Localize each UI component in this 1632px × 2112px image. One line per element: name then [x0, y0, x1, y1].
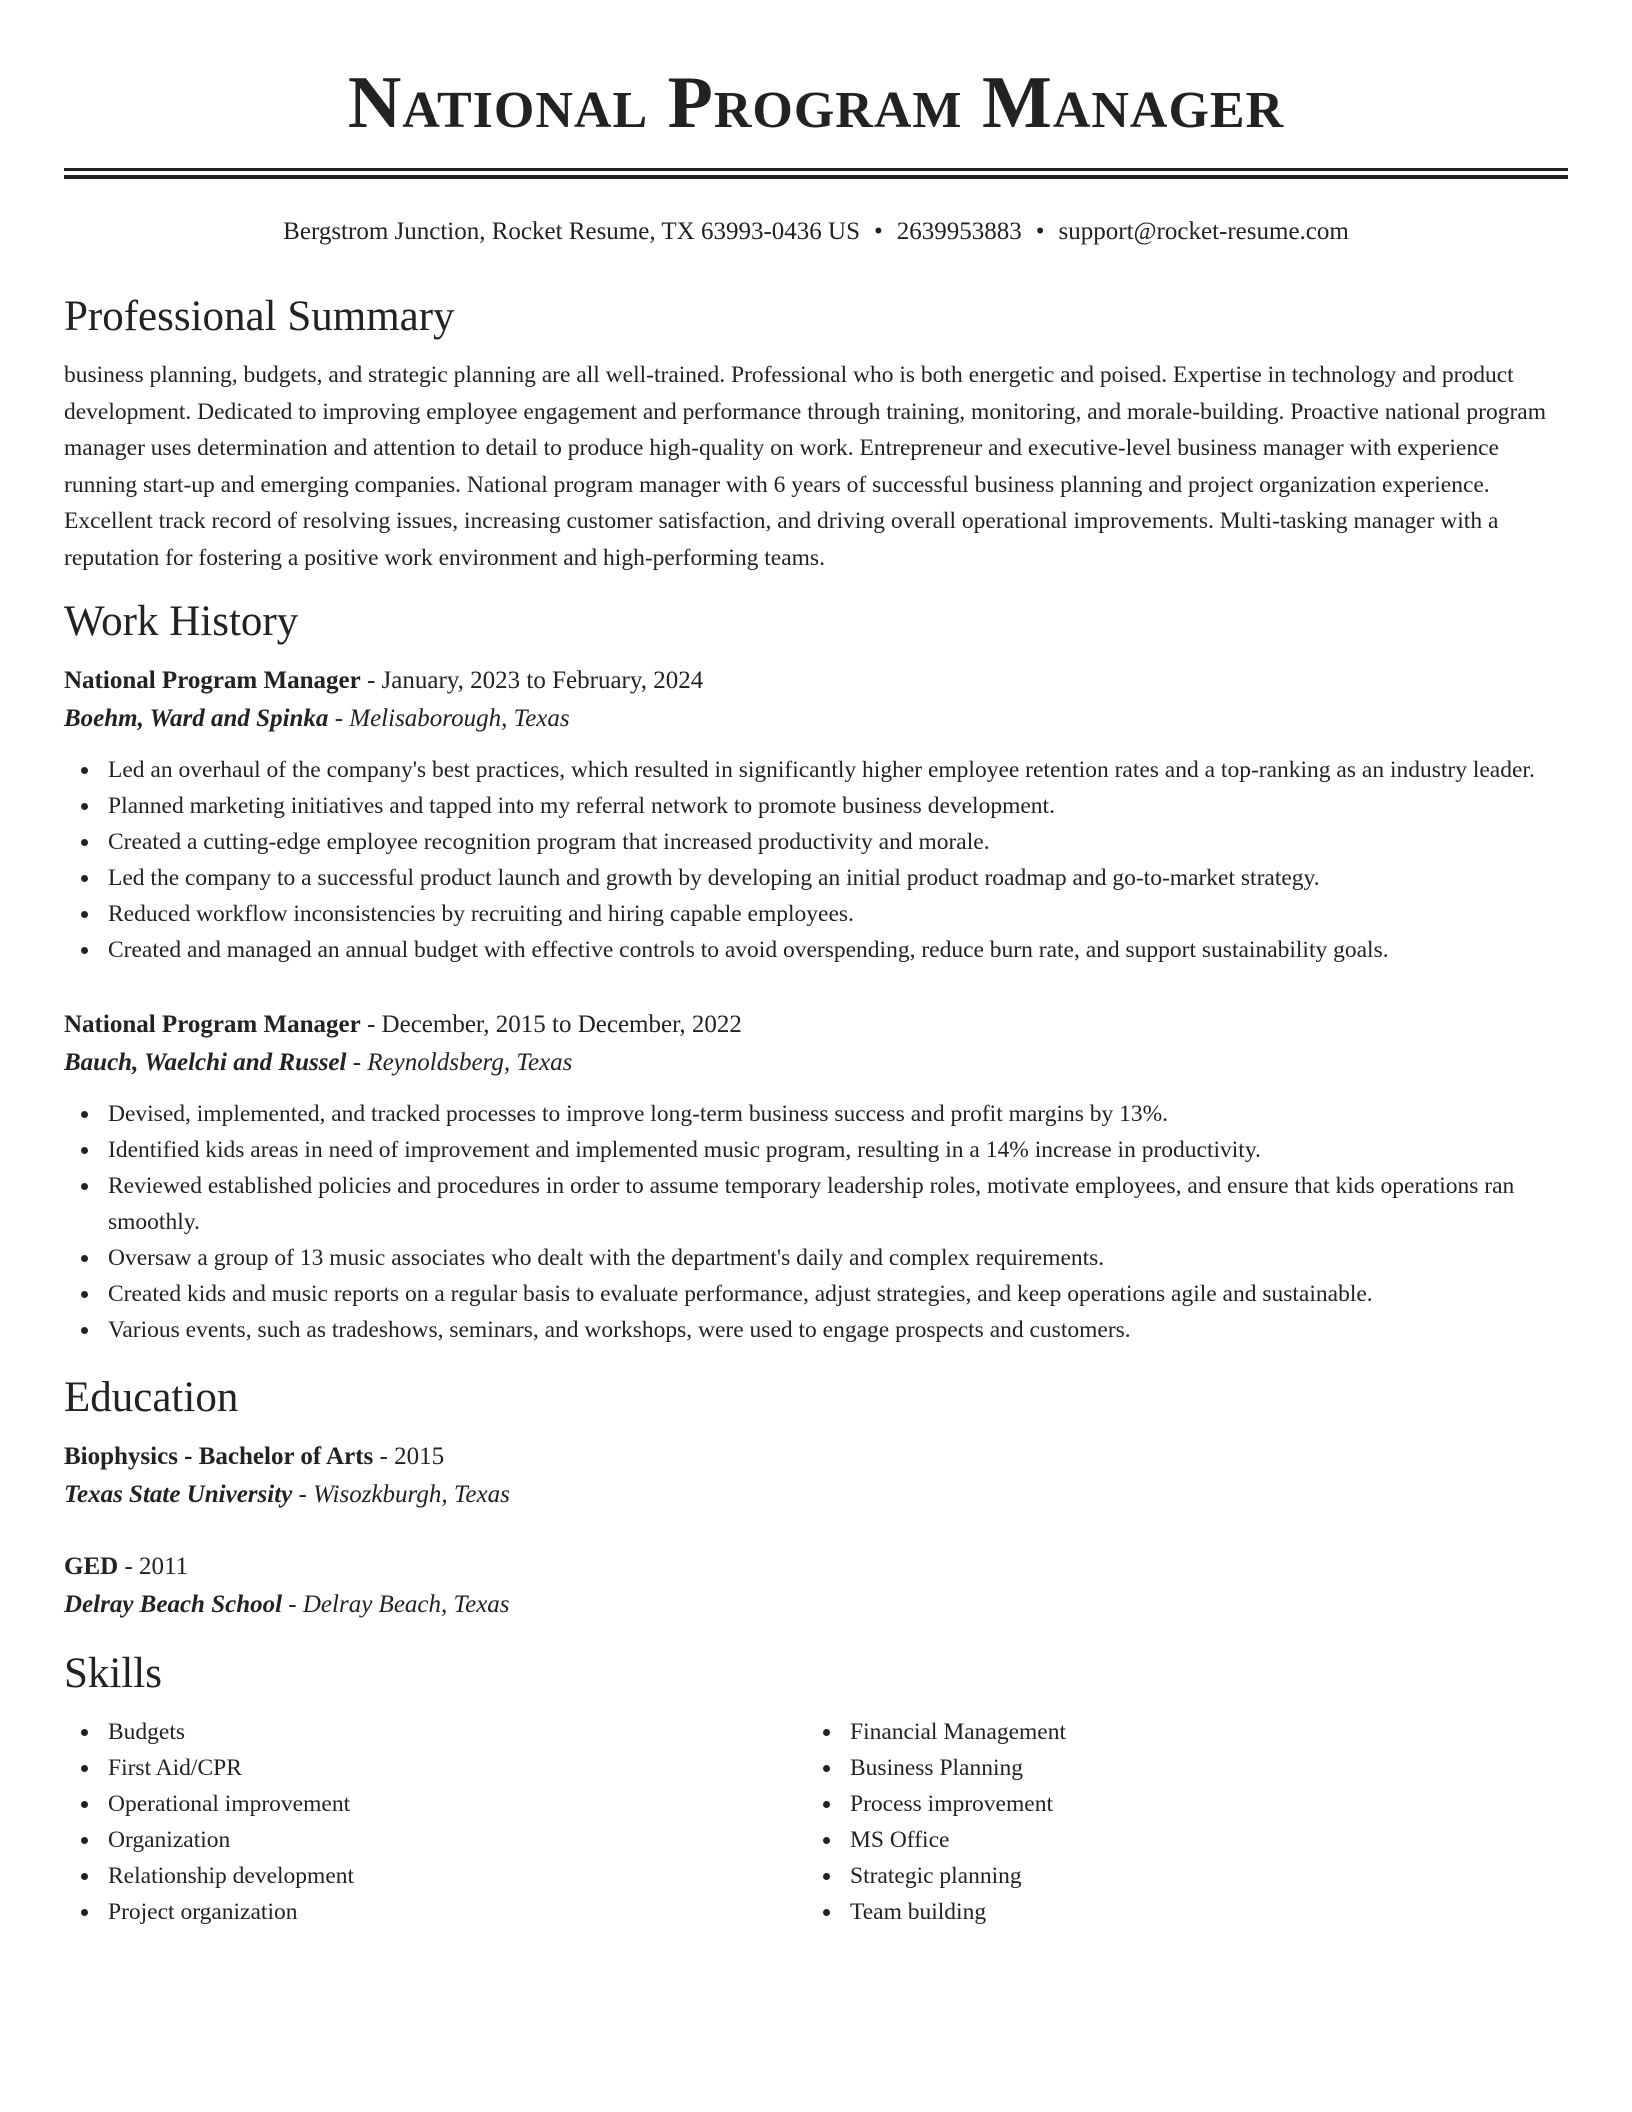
list-item: Process improvement — [850, 1786, 1548, 1822]
list-item: Operational improvement — [108, 1786, 806, 1822]
work-history-section-title: Work History — [64, 598, 299, 645]
education-degree: GED — [64, 1553, 119, 1580]
contact-phone: 2639953883 — [896, 218, 1022, 245]
job-title-line — [64, 1006, 1568, 1044]
education-location: - Delray Beach, Texas — [282, 1591, 510, 1618]
education-entry — [64, 1438, 1568, 1514]
education-location: - Wisozkburgh, Texas — [292, 1481, 510, 1508]
list-item: Reduced workflow inconsistencies by recruiting and hiring capable employees. — [108, 896, 1568, 932]
list-item: Created and managed an annual budget with effective controls to avoid overspending, reduce burn rate, and support sustainability goals. — [108, 932, 1568, 968]
education-year: - 2011 — [118, 1553, 189, 1580]
contact-address: Bergstrom Junction, Rocket Resume, TX 63993-0436 US — [283, 218, 860, 245]
list-item: Budgets — [108, 1714, 806, 1750]
education-degree-line — [64, 1438, 1568, 1476]
education-section-title: Education — [64, 1374, 239, 1421]
list-item: Identified kids areas in need of improvement and implemented music program, resulting in a 14% increase in productivity. — [108, 1132, 1568, 1168]
education-school: Texas State University — [64, 1481, 293, 1508]
list-item: Devised, implemented, and tracked processes to improve long-term business success and profit margins by 13%. — [108, 1096, 1568, 1132]
summary-section-title: Professional Summary — [64, 293, 455, 340]
skills-list-left — [64, 1714, 806, 1930]
job-company: Bauch, Waelchi and Russel — [64, 1049, 347, 1076]
list-item: Strategic planning — [850, 1858, 1548, 1894]
header-double-rule — [64, 168, 1568, 179]
contact-separator: • — [1035, 218, 1045, 245]
skills-section-title: Skills — [64, 1650, 162, 1697]
list-item: MS Office — [850, 1822, 1548, 1858]
list-item: Led the company to a successful product launch and growth by developing an initial product roadmap and go-to-market strategy. — [108, 860, 1568, 896]
list-item: Business Planning — [850, 1750, 1548, 1786]
list-item: Created kids and music reports on a regular basis to evaluate performance, adjust strategies, and keep operations agile and sustainable. — [108, 1276, 1568, 1312]
education-degree-line — [64, 1548, 1568, 1586]
job-company-line — [64, 1044, 1568, 1082]
education-school-line — [64, 1476, 1568, 1514]
job-company-line — [64, 700, 1568, 738]
education-degree: Biophysics - Bachelor of Arts — [64, 1443, 374, 1470]
list-item: Created a cutting-edge employee recognition program that increased productivity and morale. — [108, 824, 1568, 860]
job-dates: - January, 2023 to February, 2024 — [360, 667, 704, 694]
list-item: Oversaw a group of 13 music associates who dealt with the department's daily and complex requirements. — [108, 1240, 1568, 1276]
list-item: Reviewed established policies and procedures in order to assume temporary leadership roles, motivate employees, and ensure that kids operations ran smoothly. — [108, 1168, 1568, 1240]
list-item: Financial Management — [850, 1714, 1548, 1750]
list-item: Project organization — [108, 1894, 806, 1930]
skills-columns — [64, 1714, 1568, 1930]
job-title-line — [64, 662, 1568, 700]
list-item: First Aid/CPR — [108, 1750, 806, 1786]
job-location: - Reynoldsberg, Texas — [346, 1049, 573, 1076]
job-entry — [64, 662, 1568, 968]
list-item: Organization — [108, 1822, 806, 1858]
summary-text: business planning, budgets, and strategic planning are all well-trained. Professional who is both energetic and poised. Expertise in technology and product development. Dedicated to improving employee engagement and performance through training, monitoring, and morale-building. Proactive national program manager uses determination and attention to detail to produce high-quality on work. Entrepreneur and executive-level business manager with experience running start-up and emerging companies. National program manager with 6 years of successful business planning and project organization experience. Excellent track record of resolving issues, increasing customer satisfaction, and driving overall operational improvements. Multi-tasking manager with a reputation for fostering a positive work environment and high-performing teams. — [64, 362, 1547, 571]
skills-list-right — [806, 1714, 1548, 1930]
job-role: National Program Manager — [64, 1011, 361, 1038]
education-school-line — [64, 1586, 1568, 1624]
job-location: - Melisaborough, Texas — [328, 705, 570, 732]
list-item: Relationship development — [108, 1858, 806, 1894]
list-item: Led an overhaul of the company's best practices, which resulted in significantly higher employee retention rates and a top-ranking as an industry leader. — [108, 752, 1568, 788]
education-entry — [64, 1548, 1568, 1624]
contact-separator: • — [874, 218, 883, 245]
job-bullet-list — [64, 752, 1568, 968]
job-entry — [64, 1006, 1568, 1348]
job-company: Boehm, Ward and Spinka — [64, 705, 329, 732]
resume-name-heading: National Program Manager — [347, 62, 1285, 144]
education-school: Delray Beach School — [64, 1591, 283, 1618]
list-item: Planned marketing initiatives and tapped into my referral network to promote business development. — [108, 788, 1568, 824]
list-item: Team building — [850, 1894, 1548, 1930]
education-year: - 2015 — [373, 1443, 445, 1470]
contact-email: support@rocket-resume.com — [1058, 218, 1349, 245]
job-bullet-list — [64, 1096, 1568, 1348]
contact-line — [64, 215, 1568, 249]
job-role: National Program Manager — [64, 667, 361, 694]
list-item: Various events, such as tradeshows, seminars, and workshops, were used to engage prospects and customers. — [108, 1312, 1568, 1348]
job-dates: - December, 2015 to December, 2022 — [360, 1011, 742, 1038]
